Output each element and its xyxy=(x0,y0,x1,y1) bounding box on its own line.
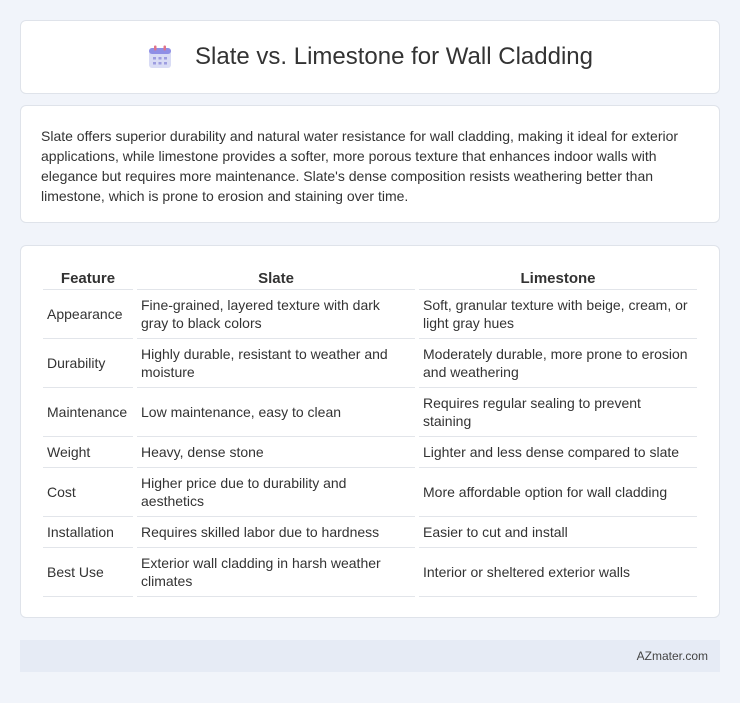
table-row xyxy=(43,388,697,437)
footer-brand[interactable]: AZmater.com xyxy=(636,649,708,663)
limestone-cell: Lighter and less dense compared to slate xyxy=(419,437,697,468)
feature-cell: Weight xyxy=(43,437,133,468)
slate-cell: Low maintenance, easy to clean xyxy=(137,388,415,437)
intro-text: Slate offers superior durability and natural water resistance for wall cladding, making it ideal for exterior applications, while limestone provides a softer, more porous texture that enhances indoor walls with elegance but requires more maintenance. Slate's dense composition resists weathering better than limestone, which is prone to erosion and staining over time. xyxy=(41,128,679,204)
slate-cell: Higher price due to durability and aesthetics xyxy=(137,468,415,517)
comparison-table xyxy=(39,266,701,597)
table-row xyxy=(43,339,697,388)
slate-cell: Exterior wall cladding in harsh weather climates xyxy=(137,548,415,597)
header-limestone: Limestone xyxy=(419,266,697,290)
slate-cell: Heavy, dense stone xyxy=(137,437,415,468)
feature-cell: Maintenance xyxy=(43,388,133,437)
intro-card xyxy=(20,105,720,223)
limestone-cell: More affordable option for wall cladding xyxy=(419,468,697,517)
table-row xyxy=(43,548,697,597)
feature-cell: Cost xyxy=(43,468,133,517)
limestone-cell: Requires regular sealing to prevent staining xyxy=(419,388,697,437)
limestone-cell: Moderately durable, more prone to erosion and weathering xyxy=(419,339,697,388)
table-row xyxy=(43,290,697,339)
comparison-card xyxy=(20,245,720,618)
page-title: Slate vs. Limestone for Wall Cladding xyxy=(195,43,593,70)
limestone-cell: Easier to cut and install xyxy=(419,517,697,548)
title-card xyxy=(20,20,720,94)
table-row xyxy=(43,517,697,548)
feature-cell: Appearance xyxy=(43,290,133,339)
feature-cell: Best Use xyxy=(43,548,133,597)
table-row xyxy=(43,468,697,517)
header-slate: Slate xyxy=(137,266,415,290)
slate-cell: Highly durable, resistant to weather and moisture xyxy=(137,339,415,388)
header-feature: Feature xyxy=(43,266,133,290)
slate-cell: Requires skilled labor due to hardness xyxy=(137,517,415,548)
feature-cell: Installation xyxy=(43,517,133,548)
limestone-cell: Soft, granular texture with beige, cream, or light gray hues xyxy=(419,290,697,339)
table-header-row xyxy=(43,266,697,290)
table-row xyxy=(43,437,697,468)
slate-cell: Fine-grained, layered texture with dark gray to black colors xyxy=(137,290,415,339)
feature-cell: Durability xyxy=(43,339,133,388)
calendar-icon xyxy=(147,44,173,70)
footer xyxy=(20,640,720,672)
limestone-cell: Interior or sheltered exterior walls xyxy=(419,548,697,597)
